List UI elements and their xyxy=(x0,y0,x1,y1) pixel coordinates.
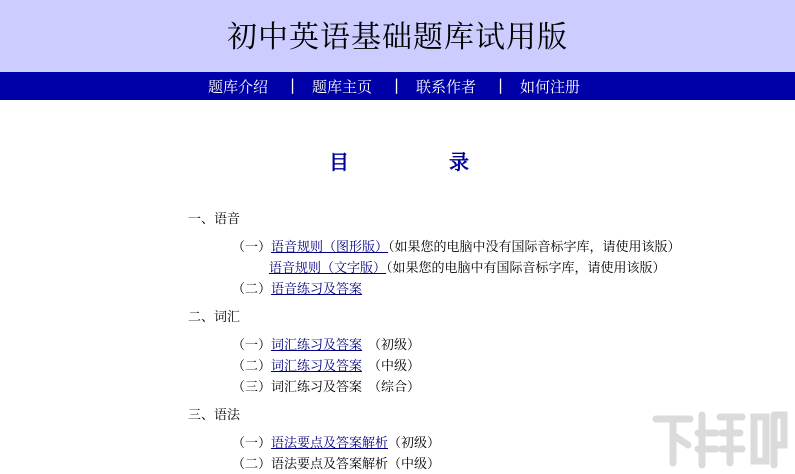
link-phonetic-exercises[interactable]: 语音练习及答案 xyxy=(271,282,363,297)
link-vocab-elementary[interactable]: 词汇练习及答案 xyxy=(271,338,363,353)
list-item xyxy=(232,453,440,472)
section-title-vocabulary: 二、词汇 xyxy=(188,310,241,325)
item-prefix: （三） xyxy=(232,380,272,395)
link-phonetic-rules-graphic[interactable]: 语音规则（图形版） xyxy=(271,240,389,255)
vocab-comprehensive-text: 词汇练习及答案 xyxy=(271,380,363,395)
item-note: （中级） xyxy=(388,457,441,472)
grammar-intermediate-text: 语法要点及答案解析 xyxy=(271,457,389,472)
item-note: （综合） xyxy=(368,380,421,395)
item-note: （如果您的电脑中有国际音标字库，请使用该版） xyxy=(386,261,666,276)
item-prefix: （二） xyxy=(232,359,272,374)
item-prefix: （一） xyxy=(232,240,272,255)
item-prefix: （一） xyxy=(232,436,272,451)
link-vocab-intermediate[interactable]: 词汇练习及答案 xyxy=(271,359,363,374)
watermark-logo xyxy=(650,405,790,471)
list-item xyxy=(269,257,666,276)
item-prefix: （二） xyxy=(232,457,272,472)
list-item xyxy=(232,278,362,297)
item-note: （初级） xyxy=(388,436,441,451)
list-item xyxy=(232,355,420,374)
link-phonetic-rules-text[interactable]: 语音规则（文字版） xyxy=(269,261,387,276)
list-item xyxy=(232,334,420,353)
page-header xyxy=(0,0,795,72)
nav-separator: | xyxy=(394,76,400,94)
list-item xyxy=(232,236,681,255)
item-note: （如果您的电脑中没有国际音标字库，请使用该版） xyxy=(388,240,681,255)
item-prefix: （一） xyxy=(232,338,272,353)
nav-link-home[interactable]: 题库主页 xyxy=(312,78,373,96)
toc-heading-right: 录 xyxy=(449,150,469,174)
nav-separator: | xyxy=(290,76,296,94)
toc-heading-left: 目 xyxy=(329,150,349,174)
nav-bar xyxy=(0,72,795,100)
nav-link-register[interactable]: 如何注册 xyxy=(520,78,581,96)
nav-separator: | xyxy=(498,76,504,94)
list-item xyxy=(232,432,440,451)
item-note: （初级） xyxy=(368,338,421,353)
item-note: （中级） xyxy=(368,359,421,374)
item-prefix: （二） xyxy=(232,282,272,297)
link-grammar-elementary[interactable]: 语法要点及答案解析 xyxy=(271,436,389,451)
nav-link-contact[interactable]: 联系作者 xyxy=(416,78,477,96)
section-title-phonetics: 一、语音 xyxy=(188,212,241,227)
page-title: 初中英语基础题库试用版 xyxy=(227,20,568,55)
list-item xyxy=(232,376,420,395)
section-title-grammar: 三、语法 xyxy=(188,408,241,423)
nav-link-intro[interactable]: 题库介绍 xyxy=(208,78,269,96)
